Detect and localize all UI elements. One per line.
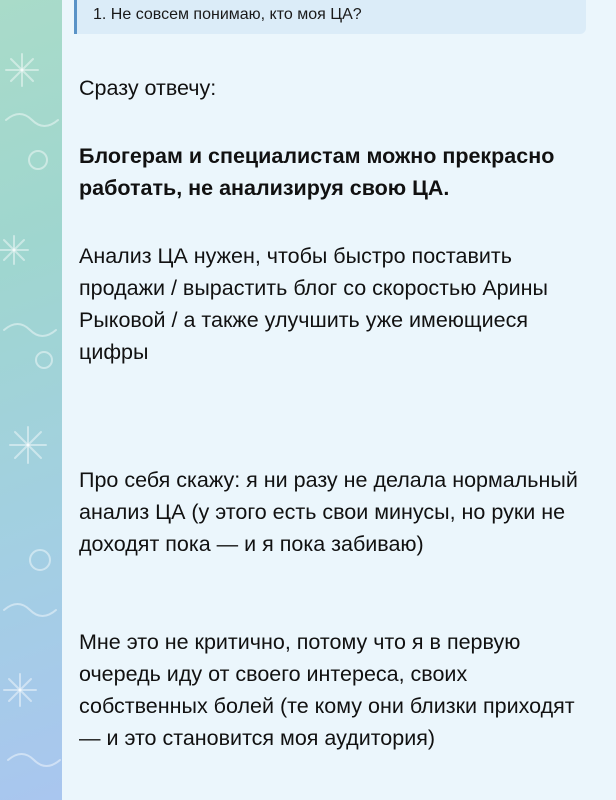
snowflake-icon <box>10 427 46 463</box>
snowflake-icon <box>4 674 36 706</box>
ornament-icon <box>36 352 52 368</box>
reply-quote-text: 1. Не совсем понимаю, кто моя ЦА? <box>93 6 362 23</box>
reply-quote[interactable] <box>74 0 586 34</box>
message-paragraph-bold: Блогерам и специалистам можно прекрасно работать, не анализируя свою ЦА. <box>79 144 555 200</box>
message-paragraph: Мне это не критично, потому что я в первую очередь иду от своего интереса, своих собственных болей (те кому они близки приходят — и это становится моя аудитория) <box>79 630 575 750</box>
ornament-icon <box>29 151 47 169</box>
snowflake-icon <box>0 236 28 264</box>
snowflake-icon <box>6 54 38 86</box>
swirl-icon <box>4 604 56 616</box>
message-paragraph: Про себя скажу: я ни разу не делала нормальный анализ ЦА (у этого есть свои минусы, но руки не доходят пока — и я пока забиваю) <box>79 468 578 556</box>
swirl-icon <box>8 754 60 766</box>
message-paragraph: Сразу отвечу: <box>79 76 217 100</box>
swirl-icon <box>4 324 56 336</box>
swirl-icon <box>6 114 58 126</box>
message-paragraph: Анализ ЦА нужен, чтобы быстро поставить продажи / вырастить блог со скоростью Арины Рыковой / а также улучшить уже имеющиеся цифры <box>79 244 548 364</box>
ornament-icon <box>30 550 50 570</box>
